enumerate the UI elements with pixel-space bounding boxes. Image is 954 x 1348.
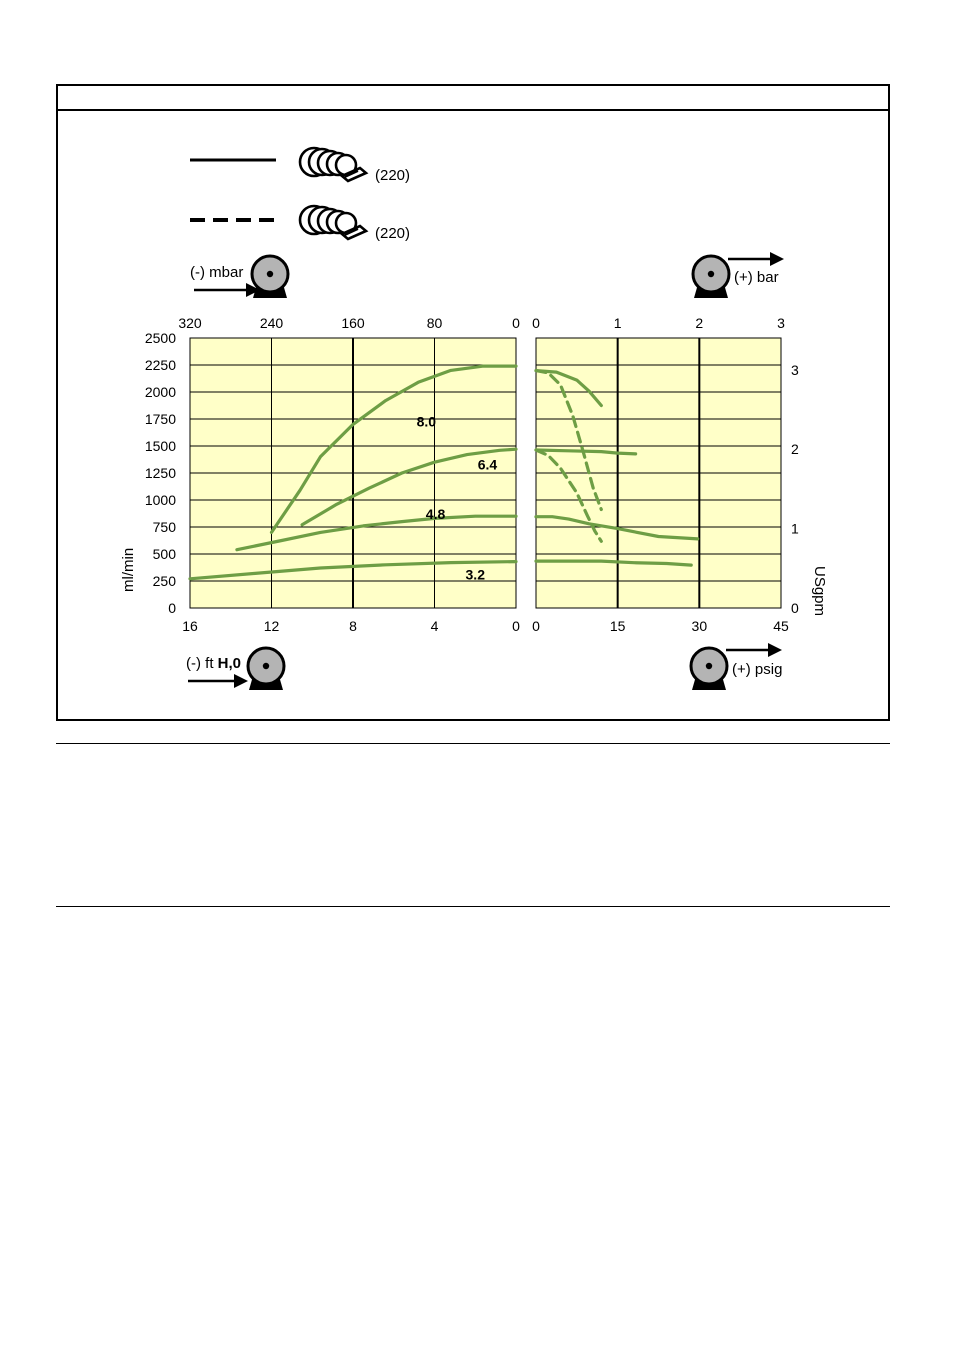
curve-label: 8.0 — [416, 413, 437, 430]
y-axis-title-usgpm: USgpm — [811, 566, 828, 617]
x-bottom-tick-label: 8 — [349, 618, 357, 634]
x-top-tick-label: 160 — [341, 315, 365, 331]
nozzle-icon — [300, 148, 366, 181]
axis-title-ft-h2o: (-) ft H,0 — [186, 655, 241, 672]
y-tick-label: 2250 — [144, 357, 176, 373]
x-top-tick-label: 3 — [777, 315, 785, 331]
y-tick-label: 2000 — [144, 384, 176, 400]
section-rule — [56, 906, 890, 907]
y-tick-label: 1750 — [144, 411, 176, 427]
y-right-tick-label: 0 — [791, 600, 799, 616]
suction-bottom-axis-title — [186, 648, 284, 690]
pressure-bottom-axis-title — [691, 643, 782, 690]
legend-dashed-label: (220) — [375, 225, 411, 242]
y-tick-label: 1250 — [144, 465, 176, 481]
y-right-tick-label: 3 — [791, 361, 799, 378]
curve-label: 3.2 — [465, 566, 485, 583]
pump-icon — [252, 256, 288, 298]
pump-icon — [693, 256, 729, 298]
pump-icon — [248, 648, 284, 690]
x-top-tick-label: 0 — [512, 315, 520, 331]
y-right-tick-label: 2 — [791, 441, 799, 458]
pressure-top-axis-title — [693, 252, 784, 298]
pump-icon — [691, 648, 727, 690]
axis-title-bar: (+) bar — [734, 269, 779, 286]
x-top-tick-label: 240 — [259, 315, 284, 331]
x-top-tick-label: 2 — [695, 315, 704, 331]
suction-plot — [145, 315, 520, 634]
x-bottom-tick-label: 0 — [532, 618, 540, 634]
x-top-tick-label: 0 — [532, 315, 540, 331]
x-bottom-tick-label: 4 — [430, 618, 439, 634]
axis-title-psig: (+) psig — [732, 661, 783, 678]
suction-top-axis-title — [190, 256, 288, 298]
x-top-tick-label: 80 — [426, 315, 443, 331]
x-bottom-tick-label: 15 — [609, 618, 626, 634]
curve-label: 4.8 — [425, 506, 446, 523]
pressure-plot — [532, 315, 799, 634]
y-tick-label: 500 — [152, 546, 176, 562]
curve-label: 6.4 — [477, 456, 498, 473]
x-bottom-tick-label: 12 — [263, 618, 280, 634]
nozzle-icon — [300, 206, 366, 239]
y-tick-label: 750 — [152, 519, 176, 535]
x-bottom-tick-label: 45 — [773, 618, 789, 634]
x-top-tick-label: 320 — [178, 315, 202, 331]
y-tick-label: 1000 — [144, 492, 176, 508]
y-tick-label: 1500 — [144, 438, 176, 454]
y-right-tick-label: 1 — [791, 520, 799, 537]
axis-title-mbar: (-) mbar — [190, 264, 244, 281]
y-tick-label: 2500 — [144, 330, 176, 346]
x-bottom-tick-label: 16 — [182, 618, 198, 634]
y-tick-label: 0 — [168, 600, 176, 616]
y-axis-title-ml-min: ml/min — [120, 547, 137, 592]
legend-solid-label: (220) — [375, 167, 411, 184]
x-bottom-tick-label: 0 — [512, 618, 520, 634]
x-top-tick-label: 1 — [613, 315, 622, 331]
legend — [190, 148, 410, 242]
y-tick-label: 250 — [152, 573, 176, 589]
section-rule — [56, 743, 890, 744]
x-bottom-tick-label: 30 — [691, 618, 708, 634]
